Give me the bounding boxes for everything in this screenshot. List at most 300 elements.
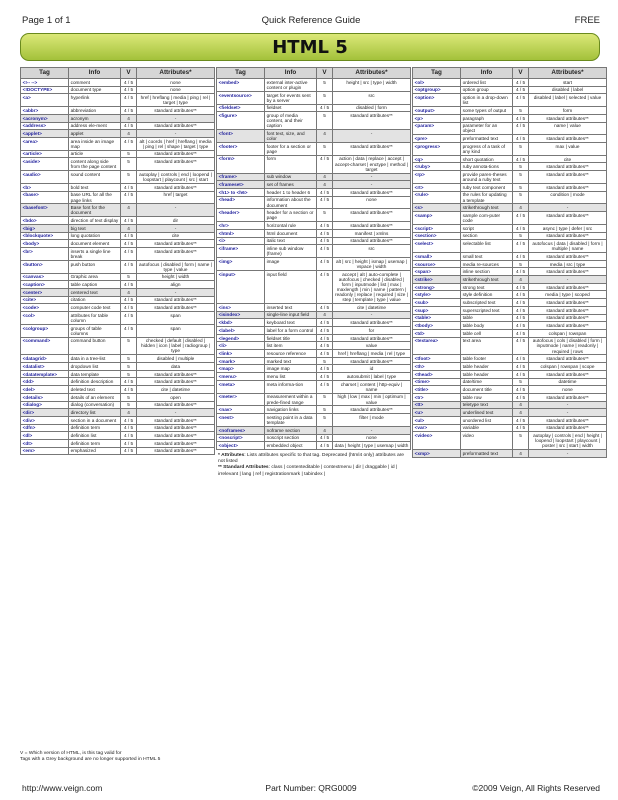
cell-info: data in a tree-list bbox=[69, 355, 121, 363]
cell-info: label for a form control bbox=[265, 327, 317, 335]
cell-v: 4 / 5 bbox=[121, 122, 137, 130]
cell-v: 4 / 5 bbox=[317, 222, 333, 230]
cell-info: definition term bbox=[69, 439, 121, 447]
cell-attrs: - bbox=[137, 409, 215, 417]
table-row bbox=[413, 424, 607, 432]
cell-tag: <article> bbox=[21, 150, 69, 158]
cell-info: fieldset bbox=[265, 104, 317, 112]
table-row bbox=[21, 363, 215, 371]
cell-attrs: standard attributes** bbox=[333, 237, 411, 245]
table-row bbox=[413, 409, 607, 417]
cell-info: deleted text bbox=[69, 386, 121, 394]
cell-attrs: standard attributes** bbox=[529, 322, 607, 330]
cell-info: ruby annota-tions bbox=[461, 163, 513, 171]
cell-v: 5 bbox=[317, 79, 333, 92]
cell-info: parameter for an object bbox=[461, 122, 513, 135]
cell-tag: <source> bbox=[413, 260, 461, 268]
cell-tag: <em> bbox=[21, 447, 69, 455]
cell-attrs: async | type | defer | src bbox=[529, 224, 607, 232]
table-row bbox=[21, 114, 215, 122]
cell-tag: <footer> bbox=[217, 142, 265, 155]
cell-v: 4 / 5 bbox=[513, 299, 529, 307]
cell-tag: <datagrid> bbox=[21, 355, 69, 363]
table-row bbox=[21, 324, 215, 337]
table-row bbox=[413, 86, 607, 94]
cell-info: table header bbox=[461, 363, 513, 371]
cell-attrs: - bbox=[529, 204, 607, 212]
table-row bbox=[21, 79, 215, 87]
cell-v: 4 / 5 bbox=[317, 258, 333, 271]
cell-v: 4 / 5 bbox=[513, 355, 529, 363]
cell-v: 4 / 5 bbox=[513, 283, 529, 291]
cell-tag: <area> bbox=[21, 137, 69, 150]
cell-tag: <applet> bbox=[21, 130, 69, 138]
cell-attrs: cite bbox=[137, 232, 215, 240]
cell-info: push button bbox=[69, 260, 121, 273]
cell-tag: <q> bbox=[413, 155, 461, 163]
cell-info: footer for a section or page bbox=[265, 142, 317, 155]
cell-tag: <isindex> bbox=[217, 311, 265, 319]
cell-info: media re-sources bbox=[461, 260, 513, 268]
cell-attrs: autoplay | controls | end | height | loopend | loopstart | playcount | poster | src | start | width bbox=[529, 432, 607, 450]
cell-tag: <sup> bbox=[413, 306, 461, 314]
cell-v: 4 / 5 bbox=[513, 386, 529, 394]
cell-tag: <param> bbox=[413, 122, 461, 135]
cell-attrs: disabled | multiple bbox=[137, 355, 215, 363]
cell-v: 4 bbox=[513, 204, 529, 212]
cell-tag: <map> bbox=[217, 365, 265, 373]
cell-v: 5 bbox=[121, 273, 137, 281]
cell-v: 4 / 5 bbox=[121, 86, 137, 94]
cell-tag: <caption> bbox=[21, 281, 69, 289]
cell-info: measurement within a prede-fined range bbox=[265, 393, 317, 406]
cell-info: information about the document bbox=[265, 196, 317, 209]
cell-info: form bbox=[265, 155, 317, 173]
table-row bbox=[217, 229, 411, 237]
cell-info: section bbox=[461, 232, 513, 240]
cell-tag: <input> bbox=[217, 270, 265, 303]
table-row bbox=[217, 303, 411, 311]
cell-v: 4 / 5 bbox=[513, 291, 529, 299]
cell-v: 4 / 5 bbox=[121, 94, 137, 107]
cell-v: 4 / 5 bbox=[121, 79, 137, 87]
table-row bbox=[217, 79, 411, 92]
header-attributes: Attributes* bbox=[333, 68, 411, 79]
cell-tag: <p> bbox=[413, 114, 461, 122]
cell-v: 5 bbox=[513, 163, 529, 171]
cell-v: 4 / 5 bbox=[317, 245, 333, 258]
cell-tag: <base> bbox=[21, 191, 69, 204]
cell-attrs: href | target bbox=[137, 191, 215, 204]
cell-info: command button bbox=[69, 337, 121, 355]
cell-attrs: standard attributes** bbox=[529, 314, 607, 322]
cell-tag: <tt> bbox=[413, 401, 461, 409]
cell-tag: <fieldset> bbox=[217, 104, 265, 112]
table-row bbox=[217, 357, 411, 365]
cell-attrs: standard attributes** bbox=[137, 247, 215, 260]
cell-info: directory list bbox=[69, 409, 121, 417]
cell-tag: <label> bbox=[217, 327, 265, 335]
header-tag: Tag bbox=[217, 68, 265, 79]
cell-attrs: max | value bbox=[529, 143, 607, 156]
cell-tag: <!-- --> bbox=[21, 79, 69, 87]
table-row bbox=[217, 181, 411, 189]
cell-tag: <kbd> bbox=[217, 319, 265, 327]
cell-attrs: high | low | max | min | optimum | value bbox=[333, 393, 411, 406]
table-row bbox=[413, 450, 607, 458]
table-row bbox=[217, 155, 411, 173]
cell-info: menu list bbox=[265, 373, 317, 381]
cell-info: acronym bbox=[69, 114, 121, 122]
cell-info: font text, size, and color bbox=[265, 130, 317, 143]
cell-v: 5 bbox=[317, 209, 333, 222]
cell-tag: <optgroup> bbox=[413, 86, 461, 94]
cell-attrs: standard attributes** bbox=[529, 171, 607, 184]
table-row bbox=[21, 416, 215, 424]
cell-info: list item bbox=[265, 342, 317, 350]
cell-info: address ele-ment bbox=[69, 122, 121, 130]
table-row bbox=[21, 432, 215, 440]
cell-attrs: standard attributes** bbox=[333, 112, 411, 130]
cell-tag: <link> bbox=[217, 350, 265, 358]
table-row bbox=[413, 283, 607, 291]
cell-v: 4 bbox=[121, 409, 137, 417]
cell-tag: <table> bbox=[413, 314, 461, 322]
cell-tag: <i> bbox=[217, 237, 265, 245]
table-row bbox=[413, 337, 607, 355]
cell-info: nesting point in a data template bbox=[265, 414, 317, 427]
table-row bbox=[413, 155, 607, 163]
cell-v: 4 bbox=[121, 288, 137, 296]
cell-v: 4 / 5 bbox=[513, 306, 529, 314]
cell-info: set of frames bbox=[265, 181, 317, 189]
cell-tag: <cite> bbox=[21, 296, 69, 304]
header-tag: Tag bbox=[21, 68, 69, 79]
table-row bbox=[217, 270, 411, 303]
cell-attrs: checked | default | disabled | hidden | icon | label | radiogroup | type bbox=[137, 337, 215, 355]
table-row bbox=[413, 314, 607, 322]
cell-info: sub window bbox=[265, 173, 317, 181]
cell-attrs: dir bbox=[137, 217, 215, 225]
cell-v: 5 bbox=[317, 357, 333, 365]
cell-tag: <eventsource> bbox=[217, 91, 265, 104]
cell-tag: <a> bbox=[21, 94, 69, 107]
cell-info: section in a document bbox=[69, 416, 121, 424]
cell-v: 4 / 5 bbox=[513, 253, 529, 261]
cell-info: keyboard text bbox=[265, 319, 317, 327]
cell-info: video bbox=[461, 432, 513, 450]
cell-v: 4 bbox=[121, 114, 137, 122]
cell-tag: <rp> bbox=[413, 171, 461, 184]
cell-v: 4 / 5 bbox=[121, 311, 137, 324]
cell-attrs: colspan | rowspan bbox=[529, 329, 607, 337]
cell-info: inserts a single line break bbox=[69, 247, 121, 260]
cell-attrs: cite | datetime bbox=[333, 303, 411, 311]
cell-attrs: standard attributes** bbox=[529, 253, 607, 261]
cell-tag: <xmp> bbox=[413, 450, 461, 458]
table-row bbox=[21, 281, 215, 289]
table-row bbox=[21, 204, 215, 217]
cell-attrs: standard attributes** bbox=[529, 232, 607, 240]
cell-attrs: media | type | scoped bbox=[529, 291, 607, 299]
cell-attrs: standard attributes** bbox=[333, 188, 411, 196]
table-row bbox=[21, 355, 215, 363]
cell-v: 5 bbox=[513, 378, 529, 386]
cell-attrs: - bbox=[333, 173, 411, 181]
cell-tag: <font> bbox=[217, 130, 265, 143]
cell-attrs: cite | datetime bbox=[137, 386, 215, 394]
cell-v: 5 bbox=[317, 393, 333, 406]
cell-info: citation bbox=[69, 296, 121, 304]
cell-info: preformatted text bbox=[461, 450, 513, 458]
cell-attrs: standard attributes** bbox=[333, 334, 411, 342]
cell-info: fieldset title bbox=[265, 334, 317, 342]
cell-info: input field bbox=[265, 270, 317, 303]
header-tag: Tag bbox=[413, 68, 461, 79]
cell-attrs: height | width bbox=[137, 273, 215, 281]
table-row bbox=[413, 135, 607, 143]
cell-info: style definition bbox=[461, 291, 513, 299]
cell-v: 4 / 5 bbox=[317, 104, 333, 112]
cell-info: meta informa-tion bbox=[265, 380, 317, 393]
cell-v: 4 / 5 bbox=[513, 79, 529, 87]
cell-attrs: - bbox=[529, 401, 607, 409]
cell-v: 4 bbox=[317, 181, 333, 189]
cell-info: image map bbox=[265, 365, 317, 373]
cell-tag: <acronym> bbox=[21, 114, 69, 122]
cell-attrs: alt | src | height | ismap | usemap | vspace | width bbox=[333, 258, 411, 271]
cell-attrs: href | hreflang | media | rel | type bbox=[333, 350, 411, 358]
table-row bbox=[413, 94, 607, 107]
table-row bbox=[21, 386, 215, 394]
cell-attrs: filter | mode bbox=[333, 414, 411, 427]
cell-info: direction of text display bbox=[69, 217, 121, 225]
header-v: V bbox=[317, 68, 333, 79]
cell-info: progress of a task of any kind bbox=[461, 143, 513, 156]
cell-info: groups of table columns bbox=[69, 324, 121, 337]
cell-attrs: standard attributes** bbox=[137, 150, 215, 158]
cell-info: document type bbox=[69, 86, 121, 94]
cell-info: inline section bbox=[461, 268, 513, 276]
page-indicator: Page 1 of 1 bbox=[22, 15, 71, 26]
table-row bbox=[217, 365, 411, 373]
cell-tag: <object> bbox=[217, 442, 265, 450]
cell-v: 4 / 5 bbox=[513, 240, 529, 253]
cell-info: provide paren-theses around a ruby text bbox=[461, 171, 513, 184]
cell-v: 4 / 5 bbox=[121, 378, 137, 386]
cell-info: applet bbox=[69, 130, 121, 138]
table-row bbox=[413, 253, 607, 261]
cell-attrs: standard attributes** bbox=[529, 212, 607, 225]
cell-v: 4 / 5 bbox=[513, 370, 529, 378]
cell-tag: <mark> bbox=[217, 357, 265, 365]
cell-attrs: accept | alt | auto-complete | autofocus | checked | disabled | form | inputmode | list | max | maxlength | min | name | pattern | readonly | replace | required | size | step | template | type | value bbox=[333, 270, 411, 303]
table-row bbox=[217, 258, 411, 271]
cell-attrs: autofocus | disabled | form | name | type | value bbox=[137, 260, 215, 273]
table-row bbox=[21, 401, 215, 409]
cell-v: 4 / 5 bbox=[513, 393, 529, 401]
cell-tag: <dl> bbox=[21, 432, 69, 440]
cell-attrs: standard attributes** bbox=[529, 268, 607, 276]
cell-tag: <legend> bbox=[217, 334, 265, 342]
table-row bbox=[217, 393, 411, 406]
cell-v: 4 / 5 bbox=[513, 94, 529, 107]
cell-tag: <header> bbox=[217, 209, 265, 222]
cell-attrs: standard attributes** bbox=[137, 122, 215, 130]
cell-info: underlined text bbox=[461, 409, 513, 417]
cell-info: italic text bbox=[265, 237, 317, 245]
cell-attrs: standard attributes** bbox=[333, 357, 411, 365]
cell-info: html document bbox=[265, 229, 317, 237]
table-row bbox=[413, 378, 607, 386]
cell-attrs: open bbox=[137, 393, 215, 401]
cell-info: emphasized bbox=[69, 447, 121, 455]
cell-tag: <meta> bbox=[217, 380, 265, 393]
table-row bbox=[413, 268, 607, 276]
cell-attrs: - bbox=[529, 409, 607, 417]
cell-tag: <dialog> bbox=[21, 401, 69, 409]
table-row bbox=[21, 311, 215, 324]
cell-v: 5 bbox=[317, 406, 333, 414]
cell-attrs: value bbox=[333, 342, 411, 350]
cell-v: 4 / 5 bbox=[121, 183, 137, 191]
cell-info: Base font for the document bbox=[69, 204, 121, 217]
cell-attrs: href | hreflang | media | ping | rel | target | type bbox=[137, 94, 215, 107]
version-note: V = Which version of HTML, is this tag valid for bbox=[20, 751, 122, 756]
cell-v: 4 / 5 bbox=[121, 281, 137, 289]
cell-v: 4 bbox=[121, 130, 137, 138]
cell-tag: <ins> bbox=[217, 303, 265, 311]
cell-v: 4 / 5 bbox=[121, 232, 137, 240]
table-row bbox=[217, 327, 411, 335]
table-row bbox=[413, 163, 607, 171]
cell-v: 4 / 5 bbox=[513, 155, 529, 163]
cell-v: 5 bbox=[121, 370, 137, 378]
cell-info: strikethrough text bbox=[461, 204, 513, 212]
cell-v: 5 bbox=[317, 414, 333, 427]
cell-tag: <dir> bbox=[21, 409, 69, 417]
cell-info: the rules for updating a template bbox=[461, 191, 513, 204]
copyright: ©2009 Veign, All Rights Reserved bbox=[472, 783, 600, 793]
cell-v: 5 bbox=[513, 171, 529, 184]
cell-v: 4 / 5 bbox=[513, 135, 529, 143]
table-row bbox=[217, 442, 411, 450]
cell-attrs: standard attributes** bbox=[529, 283, 607, 291]
table-row bbox=[21, 130, 215, 138]
cell-info: superscripted text bbox=[461, 306, 513, 314]
table-row bbox=[21, 447, 215, 455]
cell-attrs: none bbox=[333, 434, 411, 442]
header-attributes: Attributes* bbox=[529, 68, 607, 79]
cell-attrs: - bbox=[333, 426, 411, 434]
footer-url-link[interactable]: http://www.veign.com bbox=[22, 783, 103, 793]
cell-v: 5 bbox=[121, 171, 137, 184]
header-info: Info bbox=[69, 68, 121, 79]
table-row bbox=[21, 217, 215, 225]
cell-attrs: standard attributes** bbox=[137, 370, 215, 378]
cell-tag: <dd> bbox=[21, 378, 69, 386]
cell-attrs: media | src | type bbox=[529, 260, 607, 268]
cell-info: computer code text bbox=[69, 304, 121, 312]
cell-v: 4 / 5 bbox=[513, 363, 529, 371]
cell-info: Graphic area bbox=[69, 273, 121, 281]
cell-attrs: standard attributes** bbox=[137, 240, 215, 248]
cell-attrs: standard attributes** bbox=[333, 319, 411, 327]
table-row bbox=[413, 306, 607, 314]
top-bar bbox=[22, 15, 600, 29]
cell-info: noscript section bbox=[265, 434, 317, 442]
cell-tag: <dfn> bbox=[21, 424, 69, 432]
cell-tag: <pre> bbox=[413, 135, 461, 143]
cell-attrs: charset | content | http-equiv | name bbox=[333, 380, 411, 393]
table-row bbox=[217, 112, 411, 130]
table-row bbox=[217, 142, 411, 155]
table-row bbox=[413, 276, 607, 284]
table-row bbox=[217, 350, 411, 358]
cell-tag: <command> bbox=[21, 337, 69, 355]
table-row bbox=[413, 114, 607, 122]
cell-info: resource reference bbox=[265, 350, 317, 358]
cell-tag: <head> bbox=[217, 196, 265, 209]
table-row bbox=[21, 296, 215, 304]
table-row bbox=[21, 86, 215, 94]
cell-tag: <section> bbox=[413, 232, 461, 240]
cell-tag: <frame> bbox=[217, 173, 265, 181]
header-v: V bbox=[513, 68, 529, 79]
cell-tag: <abbr> bbox=[21, 107, 69, 115]
cell-info: strong text bbox=[461, 283, 513, 291]
cell-tag: <col> bbox=[21, 311, 69, 324]
cell-tag: <s> bbox=[413, 204, 461, 212]
cell-attrs: standard attributes** bbox=[137, 432, 215, 440]
cell-attrs: standard attributes** bbox=[137, 447, 215, 455]
table-row bbox=[217, 209, 411, 222]
cell-info: dropdown list bbox=[69, 363, 121, 371]
table-row bbox=[413, 107, 607, 115]
tag-table-column-2 bbox=[216, 67, 411, 450]
table-row bbox=[413, 171, 607, 184]
cell-tag: <img> bbox=[217, 258, 265, 271]
standard-attributes-note: ** Standard Attributes: class | contenteditable | contextmenu | dir | draggable | id | irrelevant | lang | ref | registrationmark | tabindex | bbox=[218, 465, 398, 477]
tag-table-column-3 bbox=[412, 67, 607, 458]
table-row bbox=[21, 158, 215, 171]
table-row bbox=[21, 260, 215, 273]
cell-tag: <video> bbox=[413, 432, 461, 450]
cell-v: 5 bbox=[317, 91, 333, 104]
cell-info: paragraph bbox=[461, 114, 513, 122]
table-row bbox=[21, 183, 215, 191]
cell-v: 4 / 5 bbox=[121, 107, 137, 115]
cell-tag: <strike> bbox=[413, 276, 461, 284]
cell-v: 4 / 5 bbox=[513, 86, 529, 94]
cell-attrs: standard attributes** bbox=[137, 401, 215, 409]
table-row bbox=[21, 439, 215, 447]
cell-info: horizontal rule bbox=[265, 222, 317, 230]
table-row bbox=[413, 393, 607, 401]
cell-tag: <canvas> bbox=[21, 273, 69, 281]
cell-tag: <b> bbox=[21, 183, 69, 191]
cell-v: 4 bbox=[317, 130, 333, 143]
cell-info: subscripted text bbox=[461, 299, 513, 307]
table-row bbox=[21, 137, 215, 150]
cell-info: preformatted text bbox=[461, 135, 513, 143]
table-row bbox=[217, 173, 411, 181]
attributes-note: * Attributes: Lists attributes specific to that tag. Deprecated (html4 only) attributes are not listed bbox=[218, 452, 405, 465]
cell-attrs: condition | mode bbox=[529, 191, 607, 204]
cell-info: unordered list bbox=[461, 416, 513, 424]
cell-attrs: standard attributes** bbox=[137, 183, 215, 191]
cell-tag: <br> bbox=[21, 247, 69, 260]
